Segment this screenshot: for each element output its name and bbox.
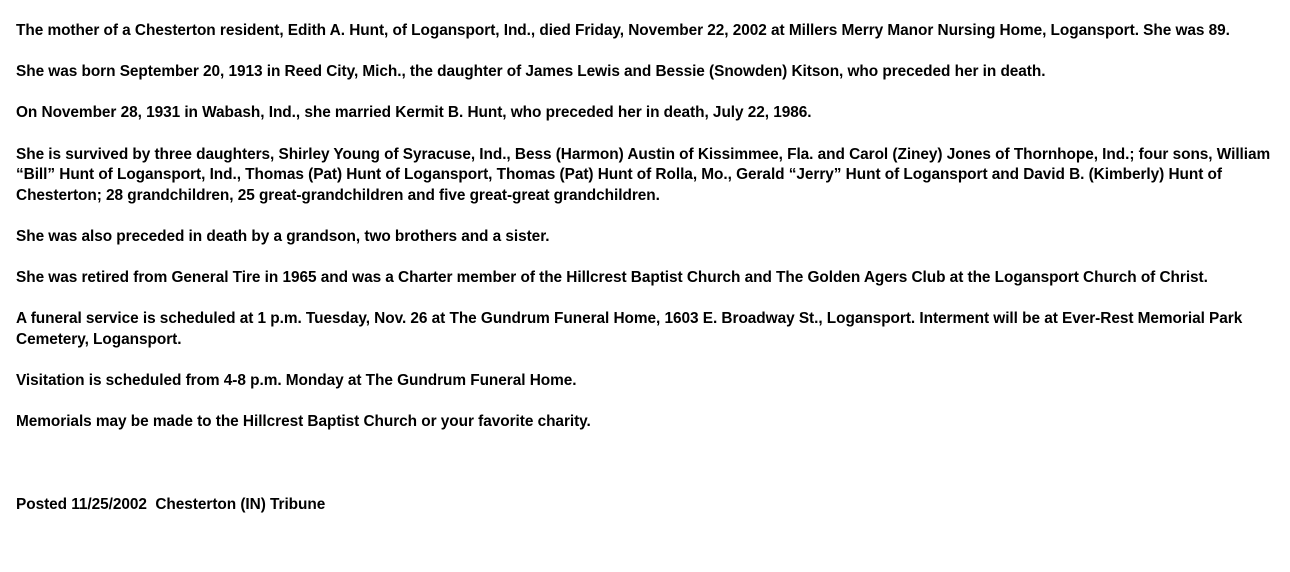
paragraph-survivors: She is survived by three daughters, Shirley Young of Syracuse, Ind., Bess (Harmon) Austin of Kissimmee, Fla. and Carol (Ziney) Jones of Thornhope, Ind.; four sons, William “Bill” Hunt of Logansport, Ind., Thomas (Pat) Hunt of Logansport, Thomas (Pat) Hunt of Rolla, Mo., Gerald “Jerry” Hunt of Logansport and David B. (Kimberly) Hunt of Chesterton; 28 grandchildren, 25 great-grandchildren and five great-great grandchildren. xyxy=(16,145,1271,204)
paragraph-birth: She was born September 20, 1913 in Reed City, Mich., the daughter of James Lewis and Bessie (Snowden) Kitson, who preceded her in death. xyxy=(16,63,1046,81)
posted-line: Posted 11/25/2002 Chesterton (IN) Tribune xyxy=(16,495,326,513)
obituary-text xyxy=(16,21,1278,515)
paragraph-marriage: On November 28, 1931 in Wabash, Ind., she married Kermit B. Hunt, who preceded her in death, July 22, 1986. xyxy=(16,104,812,122)
paragraph-visitation: Visitation is scheduled from 4-8 p.m. Monday at The Gundrum Funeral Home. xyxy=(16,372,577,390)
paragraph-memorials: Memorials may be made to the Hillcrest Baptist Church or your favorite charity. xyxy=(16,413,591,431)
paragraph-preceded: She was also preceded in death by a grandson, two brothers and a sister. xyxy=(16,227,550,245)
paragraph-funeral: A funeral service is scheduled at 1 p.m. Tuesday, Nov. 26 at The Gundrum Funeral Home, 1603 E. Broadway St., Logansport. Interment will be at Ever-Rest Memorial Park Cemetery, Logansport. xyxy=(16,310,1243,348)
paragraph-death-notice: The mother of a Chesterton resident, Edith A. Hunt, of Logansport, Ind., died Friday, November 22, 2002 at Millers Merry Manor Nursing Home, Logansport. She was 89. xyxy=(16,22,1230,39)
paragraph-career: She was retired from General Tire in 1965 and was a Charter member of the Hillcrest Baptist Church and The Golden Agers Club at the Logansport Church of Christ. xyxy=(16,269,1208,287)
